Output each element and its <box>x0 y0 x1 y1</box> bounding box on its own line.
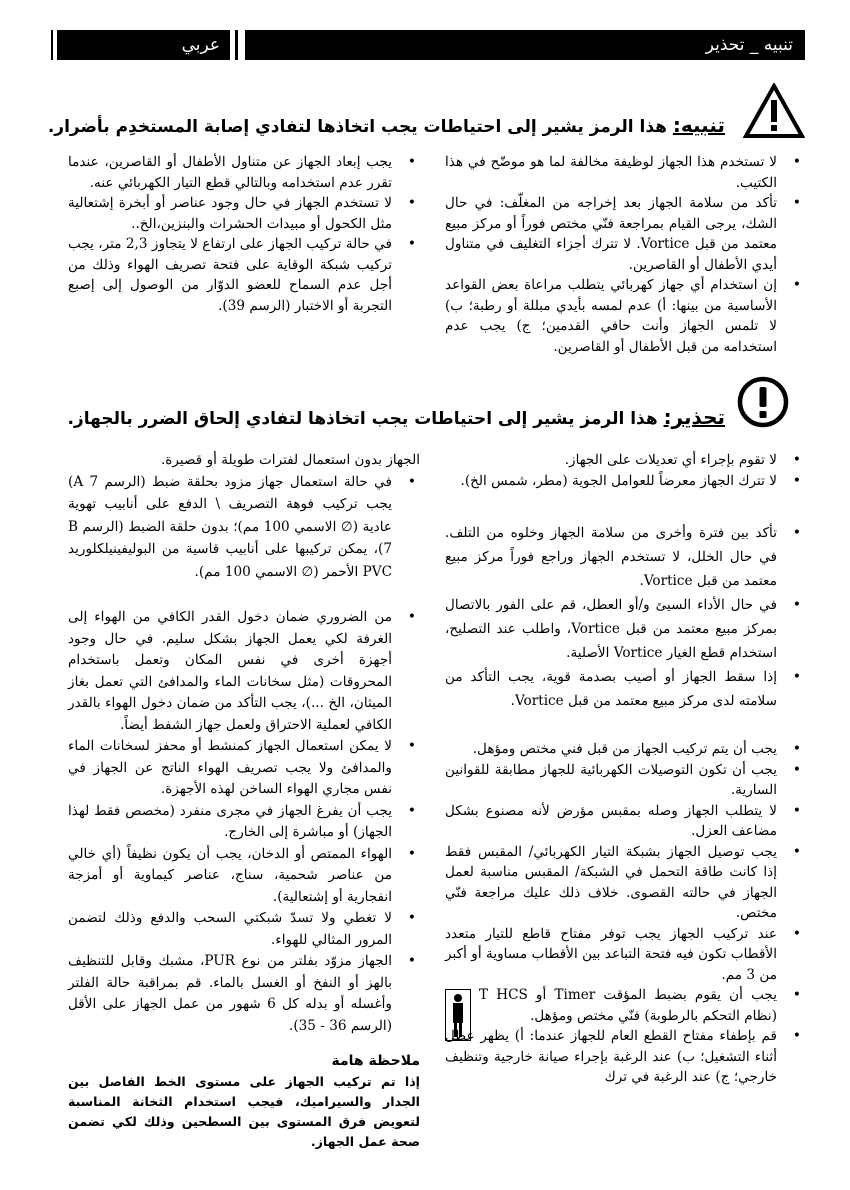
important-note-body: إذا تم تركيب الجهاز على مستوى الخط الفاصل بين الجدار والسيراميك، فيجب استخدام الثخانة المناسبة لتعويض فرق المستوى بين السطحين وذلك لكي تضمن صحة عمل الجهاز. <box>68 1073 420 1149</box>
language-label-bar <box>57 30 230 60</box>
list-item: • يجب أن يتم تركيب الجهاز من قبل فني مختص ومؤهل. <box>445 739 805 760</box>
list-item: • في حال الأداء السيئ و/أو العطل، قم على الفور بالاتصال بمركز مبيع معتمد من قبل Vortice، واطلب عند التصليح، استخدام قطع الغيار Vortice الأصلية. <box>445 593 805 665</box>
caution-title <box>47 113 725 137</box>
warning-banner <box>67 375 805 437</box>
list-item: • لا يمكن استعمال الجهاز كمنشط أو محفز لسخانات الماء والمدافئ ولا يجب تصريف الهواء الناتج عن الجهاز في نفس مجاري الهواء الساخن لهذه الأجهزة. <box>68 736 420 801</box>
continued-text: الجهاز بدون استعمال لفترات طويلة أو قصيرة. <box>160 452 420 468</box>
list-item: • يجب إبعاد الجهاز عن متناول الأطفال أو القاصرين، عندما تقرر عدم استخدامه وبالتالي قطع التيار الكهربائي عنه. <box>68 152 420 193</box>
list-item: • لا يتطلب الجهاز وصله بمقبس مؤرض لأنه مصنوع بشكل مضاعف العزل. <box>445 801 805 842</box>
list-item: • لا تقوم بإجراء أي تعديلات على الجهاز. <box>445 450 805 471</box>
warning-left-column <box>68 450 420 1152</box>
section-title: تنبيه _ تحذير <box>705 35 793 55</box>
list-item: • من الضروري ضمان دخول القدر الكافي من الهواء إلى الغرفة لكي يعمل الجهاز بشكل سليم. في حال وجود أجهزة أخرى في نفس المكان وتعمل باستخدام المحروقات (مثل سخانات الماء والمدافئ التي تعمل بغاز الميثان، الخ ...)، يجب التأكد من ضمان دخول الهواء بالقدر الكافي لعملية الاحتراق ولعمل جهاز الشفط أيضاً. <box>68 607 420 736</box>
language-label: عربي <box>181 35 220 55</box>
warning-title-text: هذا الرمز يشير إلى احتياطات يجب اتخاذها لتفادي إلحاق الضرر بالجهاز. <box>67 409 664 429</box>
list-item: • عند تركيب الجهاز يجب توفر مفتاح قاطع للتيار متعدد الأقطاب تكون فيه فتحة التباعد بين الأقطاب مساوية أو أكبر من 3 مم. <box>445 924 805 986</box>
warning-keyword: تحذير: <box>663 405 725 429</box>
timer-item-text: يجب أن يقوم بضبط المؤقت Timer أو T HCS (نظام التحكم بالرطوبة) فنّي مختص ومؤهل. <box>479 987 777 1024</box>
section-header-bar <box>245 30 805 60</box>
caution-title-text: هذا الرمز يشير إلى احتياطات يجب اتخاذها لتفادي إصابة المستخدِم بأضرار. <box>47 117 673 137</box>
list-item: • الهواء الممتص أو الدخان، يجب أن يكون نظيفاً (أي خالي من عناصر شحمية، سناج، عناصر كيماوية أو أمزجة انفجارية أو إشتعالية). <box>68 844 420 909</box>
list-item: • تأكد من سلامة الجهاز بعد إخراجه من المغلّف: في حال الشك، يرجى القيام بمراجعة فنّي مختص فوراً أو مركز مبيع معتمد من قبل Vortice. لا تترك أجزاء التغليف في متناول أيدي الأطفال أو القاصرين. <box>445 193 805 275</box>
list-item: • لا تغطي ولا تسدّ شبكتي السحب والدفع وذلك لتضمن المرور المثالي للهواء. <box>68 908 420 951</box>
list-item: • يجب أن يفرغ الجهاز في مجرى منفرد (مخصص فقط لهذا الجهاز) أو مباشرة إلى الخارج. <box>68 801 420 844</box>
warning-title <box>67 405 725 429</box>
list-item: • لا تترك الجهاز معرضاً للعوامل الجوية (مطر، شمس الخ). <box>445 471 805 492</box>
list-item: • في حالة تركيب الجهاز على ارتفاع لا يتجاوز 2,3 متر، يجب تركيب شبكة الوقاية على فتحة تصريف الهواء وذلك من أجل عدم السماح للعضو الدوّار من الوصول إلى إصبع التجربة أو الاختبار (الرسم 39). <box>68 234 420 316</box>
list-item: • إن استخدام أي جهاز كهربائي يتطلب مراعاة بعض القواعد الأساسية من بينها: أ) عدم لمسه بأيدي مبللة أو رطبة؛ ب) لا تلمس الجهاز وأنت حافي القدمين؛ ج) يجب عدم استخدامه من قبل الأطفال أو القاصرين. <box>445 275 805 357</box>
caution-left-column <box>68 152 420 316</box>
caution-keyword: تنبيه: <box>672 113 725 137</box>
list-item: • إذا سقط الجهاز أو أصيب بصدمة قوية، يجب التأكد من سلامته لدى مركز مبيع معتمد من قبل Vortice. <box>445 665 805 713</box>
list-item: • لا تستخدم الجهاز في حال وجود عناصر أو أبخرة إشتعالية مثل الكحول أو مبيدات الحشرات والبنزين،الخ.. <box>68 193 420 234</box>
caution-right-column <box>445 152 805 357</box>
warning-circle-icon <box>736 375 790 429</box>
list-item-timer <box>445 985 805 1026</box>
caution-triangle-icon <box>743 83 805 139</box>
list-item: • لا تستخدم هذا الجهاز لوظيفة مخالفة لما هو موضّح في هذا الكتيب. <box>445 152 805 193</box>
important-note-title: ملاحظة هامة <box>331 1053 420 1069</box>
caution-banner <box>47 83 805 153</box>
list-item: • الجهاز مزوّد بفلتر من نوع PUR، مشبك وقابل للتنظيف بالهز أو النفخ أو الغسل بالماء. قم بمراقبة حالة الفلتر وأغسله أو بدله كل 6 شهور من عمل الجهاز على الأقل (الرسم 36 - 35). <box>68 951 420 1037</box>
list-item: • يجب توصيل الجهاز بشبكة التيار الكهربائي/ المقبس فقط إذا كانت طاقة التحمل في الشبكة/ المقبس مناسبة لعمل الجهاز في حالته القصوى. خلاف ذلك عليك مراجعة فنّي مختص. <box>445 842 805 924</box>
list-item: • في حالة استعمال جهاز مزود بحلقة ضبط (الرسم A 7) يجب تركيب فوهة التصريف \ الدفع على أنابيب تهوية عادية (∅ الاسمي 100 مم)؛ بدون حلقة الضبط (الرسم B 7)، يمكن تركيبها على أنابيب قاسية من البوليفينيلكلوريد PVC الأحمر (∅ الاسمي 100 مم). <box>68 471 420 584</box>
list-item: • تأكد بين فترة وأخرى من سلامة الجهاز وخلوه من التلف. في حال الخلل، لا تستخدم الجهاز وراجع فوراً مركز مبيع معتمد من قبل Vortice. <box>445 521 805 593</box>
list-item: • قم بإطفاء مفتاح القطع العام للجهاز عندما: أ) يظهر عطل أثناء التشغيل؛ ب) عند الرغبة بإجراء صيانة خارجية وتنظيف خارجي؛ ج) عند الرغبة في ترك <box>445 1026 805 1088</box>
list-item: • يجب أن تكون التوصيلات الكهربائية للجهاز مطابقة للقوانين السارية. <box>445 760 805 801</box>
warning-right-column <box>445 450 805 1088</box>
